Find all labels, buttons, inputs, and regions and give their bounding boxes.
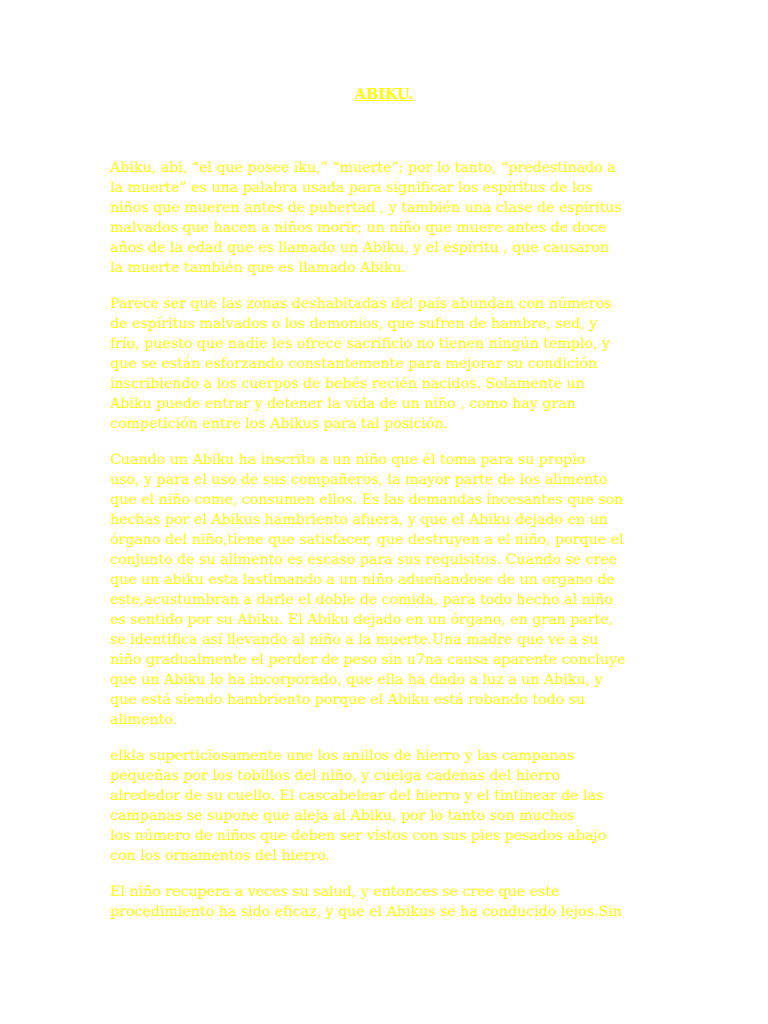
text-line: elkla superticiosamente une los anillos de hierro y las campanas	[110, 748, 575, 764]
text-line: conjunto de su alimento es escaso para sus requisitos. Cuando se cree	[110, 552, 618, 568]
text-line: competición entre los Abikus para tal posición.	[110, 416, 449, 432]
text-line: se identifica así llevando al niño a la muerte.Una madre que ve a su	[110, 632, 599, 648]
paragraph	[110, 882, 670, 922]
text-line: años de la edad que es llamado un Abiku, y el espíritu , que causaron	[110, 240, 610, 256]
text-line: con los ornamentos del hierro.	[110, 848, 330, 864]
text-line: procedimiento ha sido eficaz, y que el Abikus se ha conducido lejos.Sin	[110, 904, 622, 920]
text-line: uso, y para el uso de sus compañeros, la mayor parte de los alimento	[110, 472, 608, 488]
text-line: que está siendo hambriento porque el Abiku está robando todo su	[110, 692, 586, 708]
paragraph	[110, 294, 670, 434]
text-line: la muerte también que es llamado Abiku.	[110, 260, 407, 276]
text-line: alrededor de su cuello. El cascabelear del hierro y el tintinear de las	[110, 788, 604, 804]
text-line: que un abiku esta lastimando a un niño adueñandose de un organo de	[110, 572, 615, 588]
text-line: frío, puesto que nadie les ofrece sacrificio no tienen ningún templo, y	[110, 336, 611, 352]
text-line: hechas por el Abikus hambriento afuera, y que el Abiku dejado en un	[110, 512, 608, 528]
text-line: que se están esforzando constantemente para mejorar su condición	[110, 356, 598, 372]
text-line: este,acustumbran a darle el doble de comida, para todo hecho al niño	[110, 592, 613, 608]
text-line: niños que mueren antes de pubertad , y también una clase de espíritus	[110, 200, 622, 216]
text-line: la muerte” es una palabra usada para significar los espíritus de los	[110, 180, 593, 196]
text-line: que un Abiku lo ha incorporado, que ella ha dado a luz a un Abiku, y	[110, 672, 603, 688]
text-line: Abiku puede entrar y detener la vida de un niño , como hay gran	[110, 396, 576, 412]
text-line: Cuando un Abiku ha inscrito a un niño que él toma para su propio	[110, 452, 586, 468]
text-line: alimento.	[110, 712, 178, 728]
text-line: Parece ser que las zonas deshabitadas del país abundan con números	[110, 296, 612, 312]
text-line: los número de niños que deben ser vistos con sus pies pesados abajo	[110, 828, 607, 844]
text-line: de espíritus malvados o los demonios, que sufren de hambre, sed, y	[110, 316, 598, 332]
document-body	[110, 158, 670, 922]
text-line: inscribiendo a los cuerpos de bebés recién nacidos. Solamente un	[110, 376, 585, 392]
paragraph	[110, 746, 670, 866]
paragraph	[110, 158, 670, 278]
text-line: El niño recupera a veces su salud, y entonces se cree que este	[110, 884, 560, 900]
text-line: que el niño come, consumen ellos. Es las demandas incesantes que son	[110, 492, 624, 508]
paragraph	[110, 450, 670, 730]
text-line: malvados que hacen a niños morir; un niño que muere antes de doce	[110, 220, 607, 236]
text-line: pequeñas por los tobillos del niño, y cuelga cadenas del hierro	[110, 768, 560, 784]
page-title: ABIKU.	[354, 86, 414, 103]
text-line: es sentido por su Abiku. El Abiku dejado en un órgano, en gran parte,	[110, 612, 614, 628]
text-line: órgano del niño,tiene que satisfacer, que destruyen a el niño, porque el	[110, 532, 624, 548]
text-line: campanas se supone que aleja al Abiku, por lo tanto son muchos	[110, 808, 575, 824]
text-line: Abiku, abi, “el que posee iku,” “muerte”; por lo tanto, “predestinado a	[110, 160, 616, 176]
text-line: niño gradualmente el perder de peso sin u7na causa aparente concluye	[110, 652, 626, 668]
